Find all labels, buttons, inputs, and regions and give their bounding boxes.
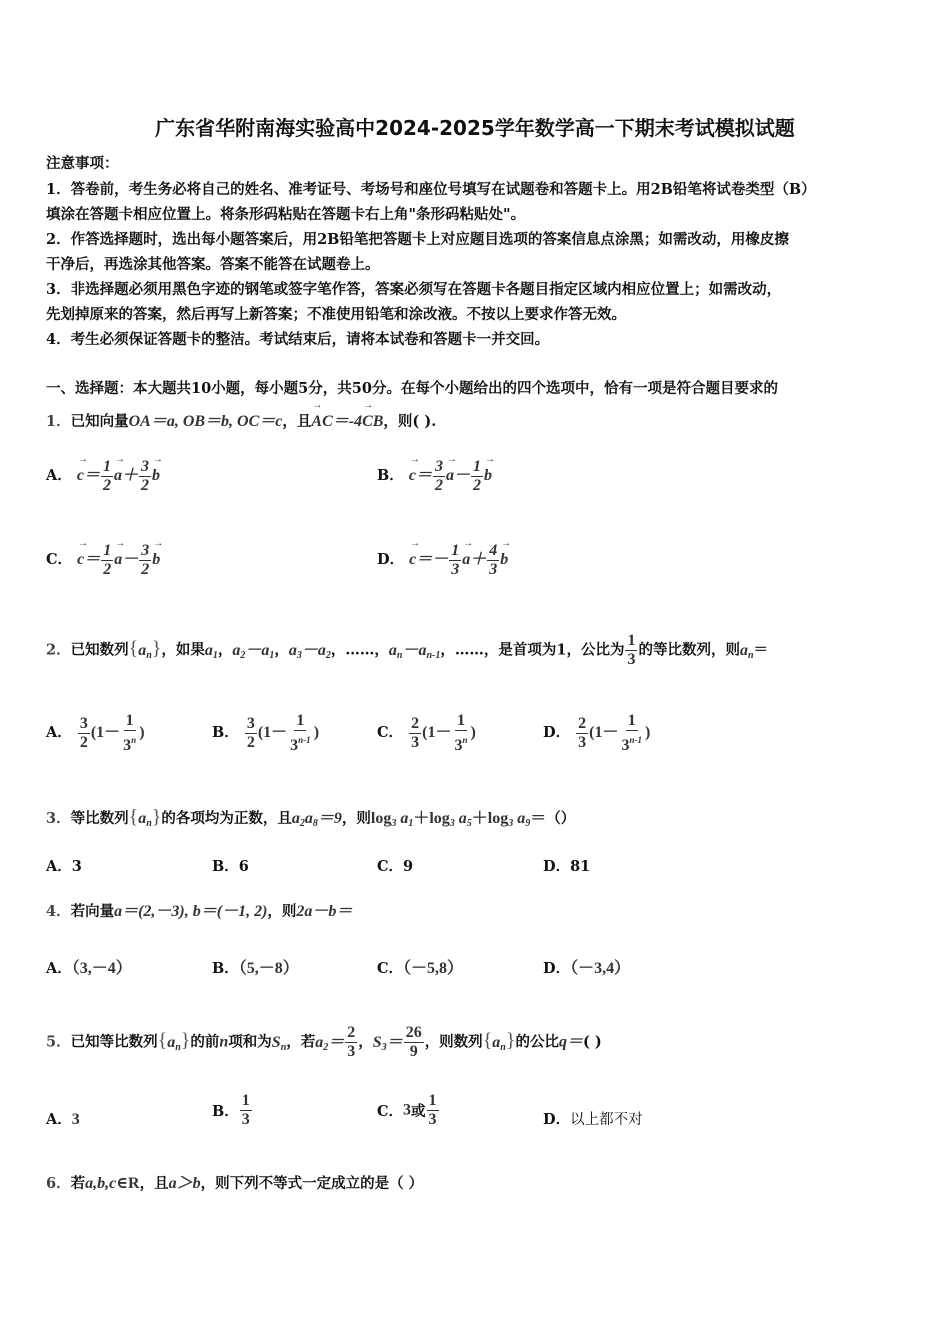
notice-line-2: 填涂在答题卡相应位置上。将条形码粘贴在答题卡右上角"条形码粘贴处"。	[46, 206, 526, 223]
q1-vectors-formula: OA＝a, OB＝b, OC＝c	[128, 413, 283, 430]
q2-option-a[interactable]: A． $\frac{3}{2}$ (1－ $\frac{1}{3^n}$ )	[46, 712, 145, 754]
q5-option-a[interactable]: A．3	[46, 1111, 80, 1128]
q5-option-b[interactable]: B． $\frac{1}{3}$	[212, 1092, 250, 1128]
q2-option-c[interactable]: C． $\frac{2}{3}$ (1－ $\frac{1}{3^n}$ )	[377, 712, 476, 754]
section-1-heading: 一、选择题：本大题共10小题，每小题5分，共50分。在每个小题给出的四个选项中，恰有一项是符合题目要求的	[46, 380, 778, 397]
q3-option-d[interactable]: D．81	[543, 858, 591, 875]
q1-option-a-formula: → c＝ $\frac{1}{2}$ → a＋ $\frac{3}{2}$ → b	[77, 467, 160, 484]
question-1: 1．已知向量OA＝a, OB＝b, OC＝c，且→ AC＝-4→ CB，则( ).	[46, 408, 436, 431]
notice-heading: 注意事项：	[46, 155, 119, 172]
q5-option-c[interactable]: C．3或 $\frac{1}{3}$	[377, 1092, 437, 1128]
q1-option-c-formula: → c＝ $\frac{1}{2}$ → a－ $\frac{3}{2}$ → b	[77, 551, 160, 568]
q1-option-a[interactable]: A． → c＝ $\frac{1}{2}$ → a＋ $\frac{3}{2}$ → b	[46, 458, 160, 495]
q4-option-b[interactable]: B．（5,－8）	[212, 960, 299, 977]
q2-option-b-formula: $\frac{3}{2}$ (1－ $\frac{1}{3^{n-1}}$ )	[246, 712, 320, 754]
q3-option-c[interactable]: C．9	[377, 858, 414, 875]
q3-option-b[interactable]: B．6	[212, 858, 249, 875]
q4-option-c[interactable]: C．（－5,8）	[377, 960, 464, 977]
q1-option-d-formula: → c＝－ $\frac{1}{3}$ → a＋ $\frac{4}{3}$ → b	[409, 551, 508, 568]
q1-option-c[interactable]: C． → c＝ $\frac{1}{2}$ → a－ $\frac{3}{2}$ → b	[46, 542, 160, 579]
question-3: 3．等比数列$\{a_n\}$的各项均为正数，且$a_2a_8=9$，则$\log_3 a_1+\log_3$ $a_5+\log_3$ $a_9=()$	[46, 806, 576, 829]
q3-option-a[interactable]: A．3	[46, 858, 82, 875]
q2-option-a-formula: $\frac{3}{2}$ (1－ $\frac{1}{3^n}$ )	[79, 712, 145, 754]
q2-option-d-formula: $\frac{2}{3}$ (1－ $\frac{1}{3^{n-1}}$ )	[578, 712, 651, 754]
q5-option-c-fraction: $\frac{1}{3}$	[428, 1092, 437, 1128]
q1-option-b[interactable]: B． → c＝ $\frac{3}{2}$ → a－ $\frac{1}{2}$ → b	[377, 458, 492, 495]
notice-line-6: 先划掉原来的答案，然后再写上新答案；不准使用铅笔和涂改液。不按以上要求作答无效。	[46, 306, 626, 323]
q5-option-b-fraction: $\frac{1}{3}$	[241, 1092, 250, 1128]
q4-option-d[interactable]: D．（－3,4）	[543, 960, 631, 977]
question-4: 4．若向量a＝(2,－3), b＝(－1, 2)，则2a－b＝	[46, 903, 353, 920]
notice-line-7: 4．考生必须保证答题卡的整洁。考试结束后，请将本试卷和答题卡一并交回。	[46, 331, 550, 348]
question-6: 6．若a,b,c∈R，且a＞b，则下列不等式一定成立的是（ ）	[46, 1175, 424, 1192]
q4-option-a[interactable]: A．（3,－4）	[46, 960, 132, 977]
notice-line-5: 3．非选择题必须用黑色字迹的钢笔或签字笔作答，答案必须写在答题卡各题目指定区域内相应位置上；如需改动，	[46, 281, 782, 298]
notice-line-4: 干净后，再选涂其他答案。答案不能答在试题卷上。	[46, 256, 380, 273]
q2-option-c-formula: $\frac{2}{3}$ (1－ $\frac{1}{3^n}$ )	[411, 712, 476, 754]
q1-option-d[interactable]: D． → c＝－ $\frac{1}{3}$ → a＋ $\frac{4}{3}$ → b	[377, 542, 508, 579]
notice-line-1: 1．答卷前，考生务必将自己的姓名、准考证号、考场号和座位号填写在试题卷和答题卡上。用2B铅笔将试卷类型（B）	[46, 181, 816, 198]
q1-option-b-formula: → c＝ $\frac{3}{2}$ → a－ $\frac{1}{2}$ → b	[409, 467, 492, 484]
page-title: 广东省华附南海实验高中2024-2025学年数学高一下期末考试模拟试题	[155, 116, 795, 140]
question-5: 5．已知等比数列$\{a_n\}$的前n项和为$S_n$，若$a_2=$ $\frac{2}{3}$ ，$S_3=$ $\frac{26}{9}$ ，则数列$\{a_n\}$的公比q＝( )	[46, 1024, 602, 1060]
question-2: 2．已知数列$\{a_n\}$，如果$a_1$，$a_2-a_1$，$a_3-a_2$，……，$a_n-a_{n-1}$，……，是首项为1，公比为 $\frac{1}{3}$ 的等比数列，则$a_n=$	[46, 632, 769, 668]
q2-option-d[interactable]: D． $\frac{2}{3}$ (1－ $\frac{1}{3^{n-1}}$ )	[543, 712, 651, 754]
q1-condition-formula: → AC＝-4→ CB	[311, 413, 383, 430]
notice-line-3: 2．作答选择题时，选出每小题答案后，用2B铅笔把答题卡上对应题目选项的答案信息点涂黑；如需改动，用橡皮擦	[46, 231, 789, 248]
q5-option-d[interactable]: D．以上都不对	[543, 1111, 643, 1128]
q2-option-b[interactable]: B． $\frac{3}{2}$ (1－ $\frac{1}{3^{n-1}}$ )	[212, 712, 320, 754]
